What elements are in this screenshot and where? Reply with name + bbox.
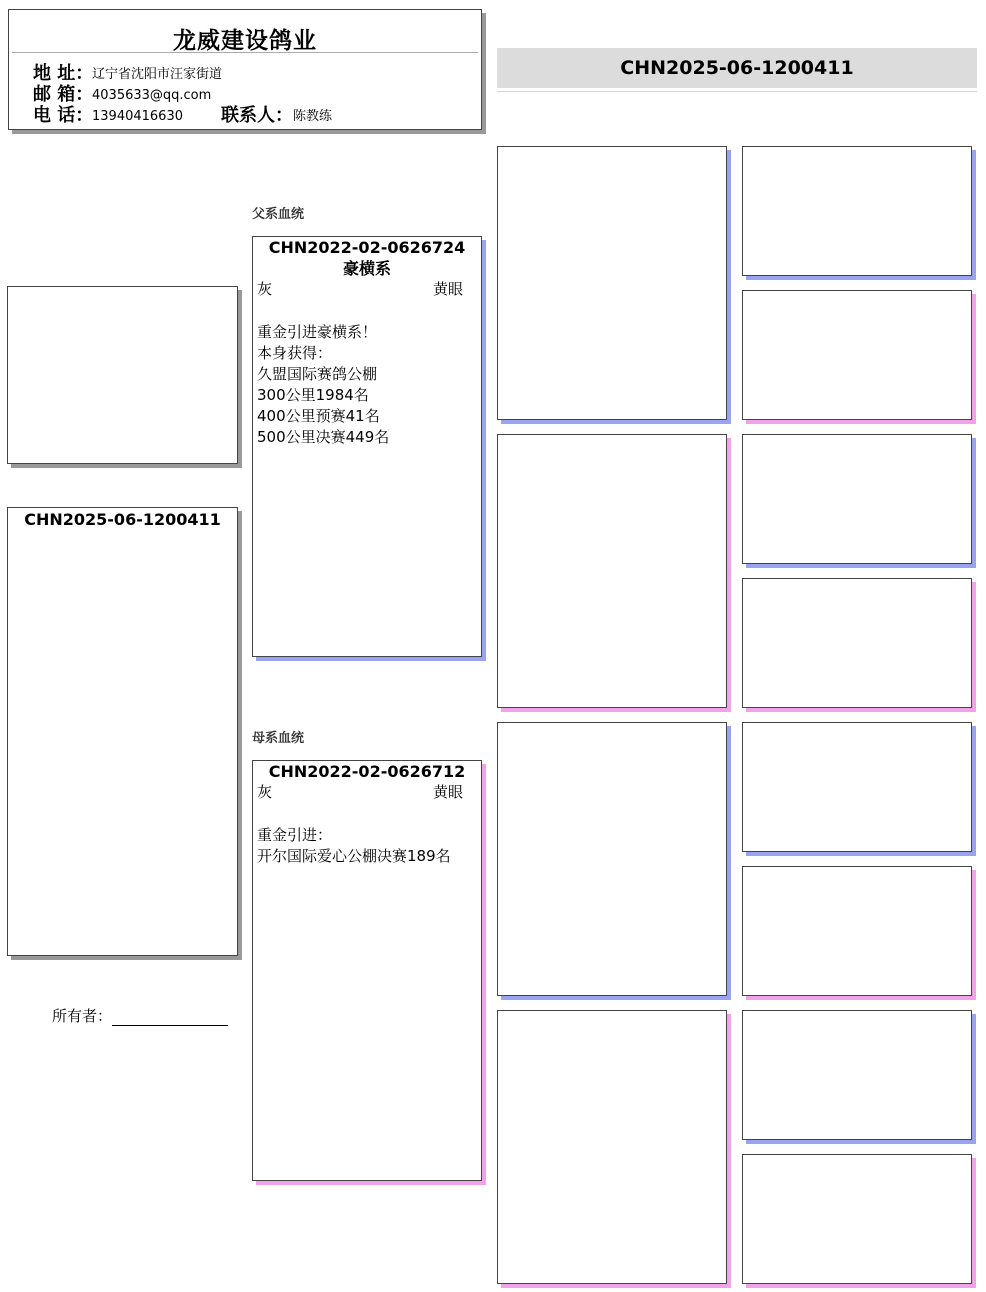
sire-card [252, 236, 482, 657]
dam-section-label: 母系血统 [252, 731, 305, 746]
sire-color: 灰 [257, 280, 273, 298]
phone-label: 电 话： [33, 105, 94, 126]
great-grandparent-box [742, 146, 972, 276]
main-pigeon-card [7, 507, 238, 956]
address-value: 辽宁省沈阳市汪家街道 [92, 67, 223, 82]
contact-label: 联系人： [221, 105, 293, 126]
sire-note: 重金引进豪横系！ [257, 323, 378, 341]
email-value: 4035633@qq.com [92, 88, 212, 103]
sire-eye: 黄眼 [432, 280, 463, 298]
grandsire-maternal-box [497, 722, 727, 996]
main-ring-number: CHN2025-06-1200411 [24, 510, 221, 529]
owner-label: 所有者： [52, 1007, 113, 1025]
great-grandparent-box [742, 866, 972, 996]
dam-card [252, 760, 482, 1181]
great-grandparent-box [742, 1010, 972, 1140]
great-grandparent-box [742, 434, 972, 564]
sire-name: 豪横系 [342, 259, 391, 278]
sire-note: 久盟国际赛鸽公棚 [257, 365, 378, 383]
dam-note: 重金引进： [257, 826, 333, 844]
grandsire-paternal-box [497, 146, 727, 420]
header-divider [12, 52, 478, 53]
sire-note: 300公里1984名 [257, 386, 369, 404]
email-label: 邮 箱： [33, 84, 94, 105]
contact-value: 陈教练 [293, 109, 333, 124]
owner-field [52, 1006, 228, 1026]
granddam-paternal-box [497, 434, 727, 708]
dam-note: 开尔国际爱心公棚决赛189名 [257, 847, 451, 865]
granddam-maternal-box [497, 1010, 727, 1284]
id-bar-divider [497, 91, 977, 92]
dam-ring-number: CHN2022-02-0626712 [268, 762, 466, 781]
phone-value: 13940416630 [92, 109, 183, 124]
address-label: 地 址： [33, 63, 94, 84]
sire-note: 本身获得： [257, 344, 333, 362]
breeder-title: 龙威建设鸽业 [173, 28, 317, 54]
great-grandparent-box [742, 722, 972, 852]
sire-note: 400公里预赛41名 [257, 407, 380, 425]
dam-eye: 黄眼 [432, 783, 463, 801]
sire-ring-number: CHN2022-02-0626724 [268, 238, 466, 257]
pigeon-photo-box [7, 286, 238, 464]
breeder-header [8, 9, 482, 130]
owner-signature-line [112, 1009, 228, 1026]
great-grandparent-box [742, 578, 972, 708]
sire-note: 500公里决赛449名 [257, 428, 390, 446]
dam-color: 灰 [257, 783, 273, 801]
great-grandparent-box [742, 1154, 972, 1284]
pigeon-id-bar: CHN2025-06-1200411 [497, 48, 977, 88]
sire-section-label: 父系血统 [252, 207, 305, 222]
great-grandparent-box [742, 290, 972, 420]
